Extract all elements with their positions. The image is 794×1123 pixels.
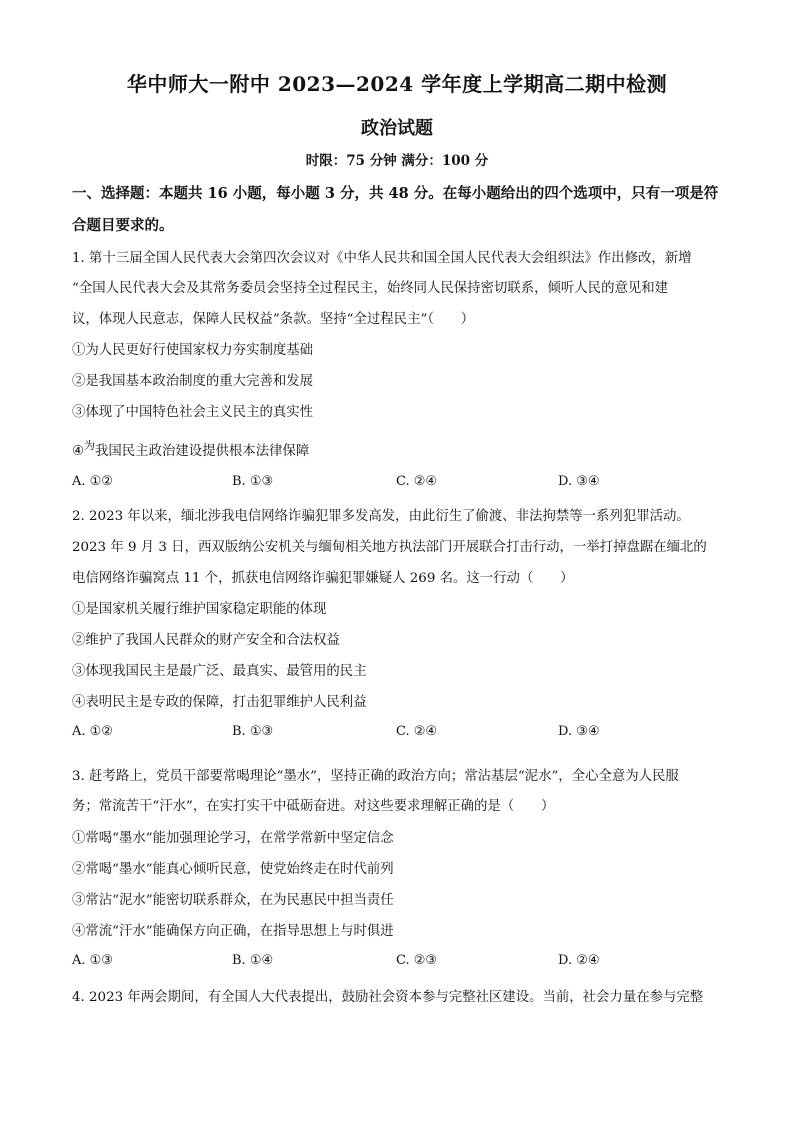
option-a: A. ①② [72, 474, 113, 489]
question-item: ④常流“汗水”能确保方向正确，在指导思想上与时俱进 [72, 924, 394, 939]
question-item: ②是我国基本政治制度的重大完善和发展 [72, 374, 314, 389]
option-c: C. ②④ [396, 474, 438, 489]
option-b: B. ①③ [232, 474, 274, 489]
exam-time-score: 时限：75 分钟 满分：100 分 [305, 153, 489, 169]
option-b: B. ①④ [232, 953, 274, 968]
question-stem-line: 议，体现人民意志，保障人民权益”条款。坚持“全过程民主”（ ） [72, 312, 475, 327]
item-superscript: 为 [84, 439, 96, 452]
answer-options [72, 724, 728, 744]
question-stem-line: 4. 2023 年两会期间，有全国人大代表提出，鼓励社会资本参与完整社区建设。当前，社会力量在参与完整 [72, 990, 704, 1005]
question-stem-line: 电信网络诈骗窝点 11 个，抓获电信网络诈骗犯罪嫌疑人 269 名。这一行动（ ） [72, 571, 574, 586]
answer-options [72, 953, 728, 973]
question-stem-line: 1. 第十三届全国人民代表大会第四次会议对《中华人民共和国全国人民代表大会组织法》作出修改，新增 [72, 251, 692, 266]
question-item: ①是国家机关履行维护国家稳定职能的体现 [72, 602, 327, 617]
option-c: C. ②④ [396, 724, 438, 739]
question-item: ③常沾“泥水”能密切联系群众，在为民惠民中担当责任 [72, 893, 394, 908]
exam-title: 华中师大一附中 2023—2024 学年度上学期高二期中检测 [126, 72, 668, 96]
exam-subject: 政治试题 [361, 118, 433, 139]
item-marker: ④ [72, 444, 85, 459]
item-text: 我国民主政治建设提供根本法律保障 [95, 444, 310, 459]
question-stem-line: 3. 赶考路上，党员干部要常喝理论“墨水”，坚持正确的政治方向；常沾基层“泥水”，全心全意为人民服 [72, 769, 679, 784]
option-d: D. ③④ [558, 724, 600, 739]
question-item: ①常喝“墨水”能加强理论学习，在常学常新中坚定信念 [72, 831, 394, 846]
option-d: D. ③④ [558, 474, 600, 489]
question-item: ②维护了我国人民群众的财产安全和合法权益 [72, 633, 340, 648]
question-item [72, 440, 728, 459]
question-stem-line: 2. 2023 年以来，缅北涉我电信网络诈骗犯罪多发高发，由此衍生了偷渡、非法拘禁等一系列犯罪活动。 [72, 509, 690, 524]
option-a: A. ①③ [72, 953, 113, 968]
option-c: C. ②③ [396, 953, 438, 968]
option-d: D. ②④ [558, 953, 600, 968]
question-item: ②常喝“墨水”能真心倾听民意，使党始终走在时代前列 [72, 862, 394, 877]
question-item: ③体现了中国特色社会主义民主的真实性 [72, 405, 314, 420]
section-heading: 一、选择题：本题共 16 小题，每小题 3 分，共 48 分。在每小题给出的四个选项中，只有一项是符合题目要求的。 [72, 185, 719, 234]
answer-options [72, 474, 728, 494]
question-item: ③体现我国民主是最广泛、最真实、最管用的民主 [72, 664, 367, 679]
question-item: ④表明民主是专政的保障，打击犯罪维护人民利益 [72, 695, 367, 710]
option-b: B. ①③ [232, 724, 274, 739]
question-stem-line: 务；常流苦干“汗水”，在实打实干中砥砺奋进。对这些要求理解正确的是（ ） [72, 799, 555, 814]
option-a: A. ①② [72, 724, 113, 739]
question-item: ①为人民更好行使国家权力夯实制度基础 [72, 343, 314, 358]
question-stem-line: “全国人民代表大会及其常务委员会坚持全过程民主，始终同人民保持密切联系，倾听人民的意见和建 [72, 281, 669, 296]
question-stem-line: 2023 年 9 月 3 日，西双版纳公安机关与缅甸相关地方执法部门开展联合打击行动，一举打掉盘踞在缅北的 [72, 540, 707, 555]
